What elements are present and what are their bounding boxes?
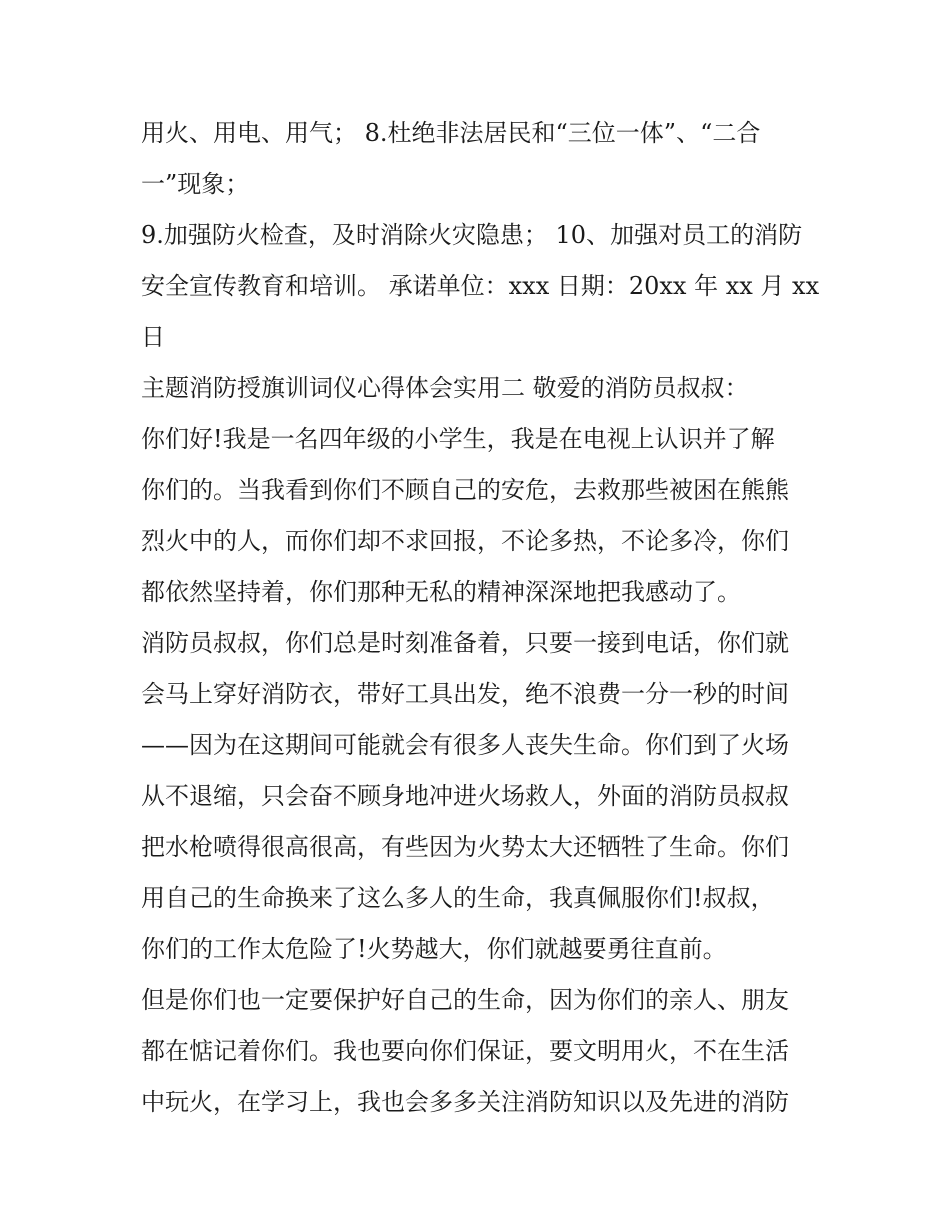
text-line: 安全宣传教育和培训。 承诺单位：xxx 日期：20xx 年 xx 月 xx: [141, 272, 820, 300]
text-line: 把水枪喷得很高很高，有些因为火势太大还牺牲了生命。你们: [141, 833, 789, 861]
text-line: 你们的工作太危险了!火势越大，你们就越要勇往直前。: [141, 935, 727, 963]
text-line: 用自己的生命换来了这么多人的生命，我真佩服你们!叔叔，: [141, 884, 775, 912]
text-line: 会马上穿好消防衣，带好工具出发，绝不浪费一分一秒的时间: [141, 680, 789, 708]
text-line: 你们好!我是一名四年级的小学生，我是在电视上认识并了解: [141, 425, 775, 453]
text-line: 用火、用电、用气； 8.杜绝非法居民和“三位一体”、“二合: [141, 119, 761, 147]
text-line: 但是你们也一定要保护好自己的生命，因为你们的亲人、朋友: [141, 986, 789, 1014]
text-line: 日: [141, 323, 165, 351]
text-line: 9.加强防火检查，及时消除火灾隐患； 10、加强对员工的消防: [141, 221, 803, 249]
text-line: 都在惦记着你们。我也要向你们保证，要文明用火，不在生活: [141, 1037, 789, 1065]
text-line: ——因为在这期间可能就会有很多人丧失生命。你们到了火场: [141, 731, 789, 759]
text-line: 烈火中的人，而你们却不求回报，不论多热，不论多冷，你们: [141, 527, 789, 555]
text-line: 消防员叔叔，你们总是时刻准备着，只要一接到电话，你们就: [141, 629, 789, 657]
text-line: 中玩火，在学习上，我也会多多关注消防知识以及先进的消防: [141, 1088, 789, 1116]
text-line: 从不退缩，只会奋不顾身地冲进火场救人，外面的消防员叔叔: [141, 782, 789, 810]
text-line: 一”现象；: [141, 170, 250, 198]
text-line: 都依然坚持着，你们那种无私的精神深深地把我感动了。: [141, 578, 741, 606]
text-line: 你们的。当我看到你们不顾自己的安危，去救那些被困在熊熊: [141, 476, 789, 504]
section-heading-line: 主题消防授旗训词仪心得体会实用二 敬爱的消防员叔叔：: [141, 374, 749, 402]
document-body: [141, 108, 821, 1128]
